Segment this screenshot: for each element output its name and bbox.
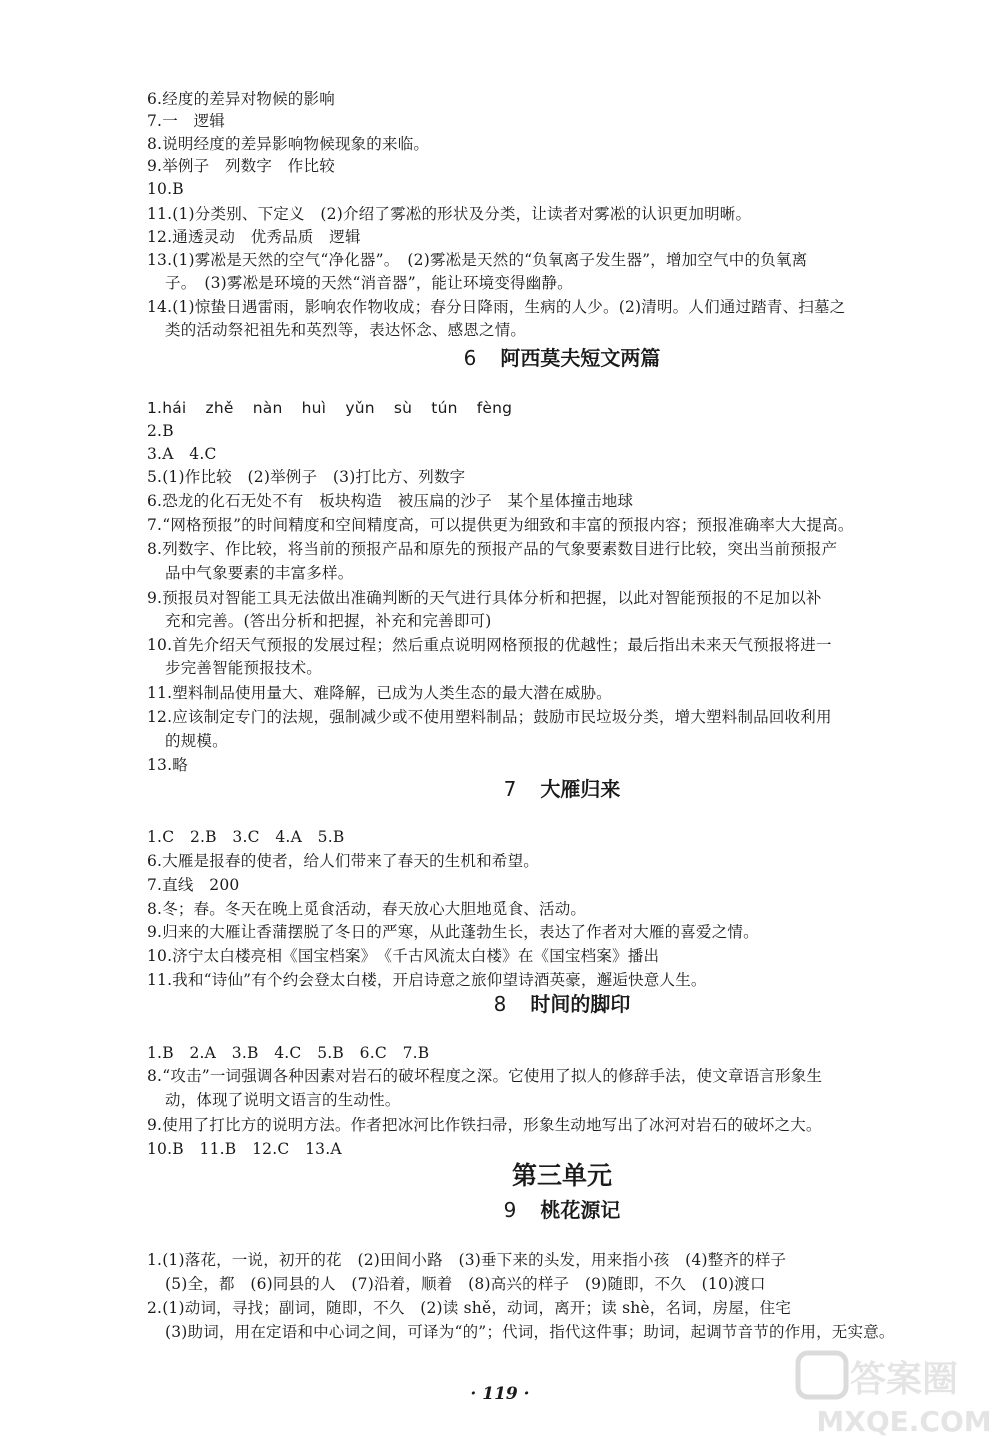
answer-line: 8.冬；春。冬天在晚上觅食活动，春天放心大胆地觅食、活动。 [147,900,587,918]
watermark-logo [792,1347,992,1439]
watermark-logo-text: 答案圈 [849,1359,959,1400]
answer-line: 11.塑料制品使用量大、难降解，已成为人类生态的最大潜在威胁。 [147,684,612,702]
answer-line: 9.归来的大雁让香蒲摆脱了冬日的严寒，从此蓬勃生长，表达了作者对大雁的喜爱之情。 [147,923,759,941]
answer-line: 7.直线 200 [147,876,240,894]
watermark-url: MXQE.COM [816,1405,992,1438]
section-number: 6 [463,346,477,370]
section-title [147,344,977,372]
section-number: 9 [503,1198,517,1222]
answer-line: 9.预报员对智能工具无法做出准确判断的天气进行具体分析和把握，以此对智能预报的不足加以补 [147,589,822,607]
page-number: · 119 · [470,1384,530,1404]
answer-line: 1.B 2.A 3.B 4.C 5.B 6.C 7.B [147,1044,430,1062]
section-name: 阿西莫夫短文两篇 [500,346,661,370]
answer-line: 13.略 [147,756,188,774]
answer-line: 12.应该制定专门的法规，强制减少或不使用塑料制品；鼓励市民垃圾分类，增大塑料制品回收利用 [147,708,832,726]
answer-line: 8.列数字、作比较，将当前的预报产品和原先的预报产品的气象要素数目进行比较，突出当前预报产 [147,540,838,558]
answer-line: 3.A 4.C [147,445,217,463]
answer-line-continued: 充和完善。(答出分析和把握，补充和完善即可) [165,612,492,630]
section-number: 7 [503,777,517,801]
answer-line-pinyin: 1.hái zhě nàn huì yǔn sù tún fèng [147,399,513,417]
answer-line: 7.一 逻辑 [147,112,225,130]
answer-line-continued: 类的活动祭祀祖先和英烈等，表达怀念、感恩之情。 [165,321,527,339]
answer-line-continued: 品中气象要素的丰富多样。 [165,564,354,582]
answer-line: 10.B [147,180,184,198]
answer-line: 1.(1)落花，一说，初开的花 (2)田间小路 (3)垂下来的头发，用来指小孩 (4)整齐的样子 [147,1251,787,1269]
answer-line-continued: 动，体现了说明文语言的生动性。 [165,1091,401,1109]
section-title [147,990,977,1018]
answer-line: 9.举例子 列数字 作比较 [147,157,335,175]
section-title [147,775,977,803]
answer-line: 8.说明经度的差异影响物候现象的来临。 [147,135,430,153]
answer-line: 10.B 11.B 12.C 13.A [147,1140,342,1158]
answer-line-continued: 步完善智能预报技术。 [165,659,323,677]
answer-line: 6.恐龙的化石无处不有 板块构造 被压扁的沙子 某个星体撞击地球 [147,492,634,510]
answer-line-continued: 的规模。 [165,732,228,750]
section-title [147,1196,977,1224]
answer-line-continued: (5)全，都 (6)同县的人 (7)沿着，顺着 (8)高兴的样子 (9)随即，不久 (10)渡口 [165,1275,766,1293]
answer-line: 5.(1)作比较 (2)举例子 (3)打比方、列数字 [147,468,466,486]
answer-line-continued: (3)助词，用在定语和中心词之间，可译为“的”；代词，指代这件事；助词，起调节音节的作用，无实意。 [165,1323,895,1341]
answer-line: 6.经度的差异对物候的影响 [147,90,335,108]
answer-line: 10.济宁太白楼亮相《国宝档案》 《千古风流太白楼》在《国宝档案》播出 [147,947,660,965]
answer-line: 9.使用了打比方的说明方法。作者把冰河比作铁扫帚，形象生动地写出了冰河对岩石的破坏之大。 [147,1116,822,1134]
answer-line: 10.首先介绍天气预报的发展过程；然后重点说明网格预报的优越性；最后指出未来天气预报将进一 [147,636,832,654]
section-name: 桃花源记 [540,1198,621,1222]
answer-line: 14.(1)惊蛰日遇雷雨，影响农作物收成；春分日降雨，生病的人少。(2)清明。人们通过踏青、扫墓之 [147,298,846,316]
answer-line: 2.B [147,422,174,440]
section-number: 8 [493,992,507,1016]
answer-line: 7.“网格预报”的时间精度和空间精度高，可以提供更为细致和丰富的预报内容；预报准确率大大提高。 [147,516,854,534]
answer-line: 12.通透灵动 优秀品质 逻辑 [147,228,361,246]
answer-line: 11.(1)分类别、下定义 (2)介绍了雾凇的形状及分类，让读者对雾凇的认识更加明晰。 [147,205,752,223]
answer-line: 6.大雁是报春的使者，给人们带来了春天的生机和希望。 [147,852,539,870]
answer-line: 11.我和“诗仙”有个约会登太白楼，开启诗意之旅仰望诗酒英豪，邂逅快意人生。 [147,971,707,989]
answer-line: 13.(1)雾凇是天然的空气“净化器”。 (2)雾凇是天然的“负氧离子发生器”，增加空气中的负氧离 [147,251,808,269]
answer-line-continued: 子。 (3)雾凇是环境的天然“消音器”，能让环境变得幽静。 [165,274,573,292]
answer-line: 2.(1)动词，寻找；副词，随即，不久 (2)读 shě，动词，离开；读 shè，名词，房屋，住宅 [147,1299,792,1317]
unit-heading: 第三单元 [511,1161,612,1190]
section-name: 大雁归来 [540,777,621,801]
section-name: 时间的脚印 [530,992,631,1016]
answer-line: 8.“攻击”一词强调各种因素对岩石的破坏程度之深。它使用了拟人的修辞手法，使文章语言形象生 [147,1067,823,1085]
answer-line: 1.C 2.B 3.C 4.A 5.B [147,828,345,846]
